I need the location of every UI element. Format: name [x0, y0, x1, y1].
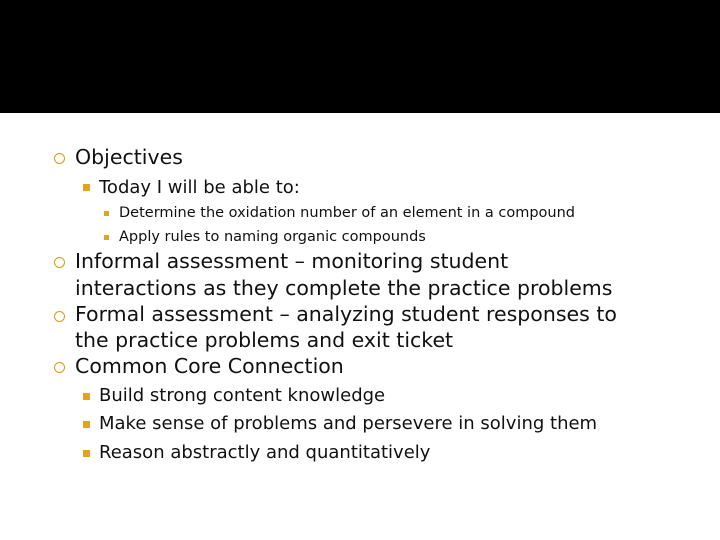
bullet-informal-line2: interactions as they complete the practice problems	[75, 276, 613, 300]
square-bullet-icon	[83, 393, 90, 400]
small-square-bullet-icon	[104, 211, 109, 216]
bullet-common-core: Common Core Connection	[75, 354, 344, 378]
square-bullet-icon	[83, 450, 90, 457]
bullet-make-sense: Make sense of problems and persevere in solving them	[99, 413, 598, 434]
bullet-today: Today I will be able to:	[99, 177, 300, 198]
bullet-build: Build strong content knowledge	[99, 385, 386, 406]
bullet-informal-line1: Informal assessment – monitoring student	[75, 249, 509, 273]
bullet-formal-line2: the practice problems and exit ticket	[75, 328, 454, 352]
square-bullet-icon	[83, 184, 90, 191]
ring-bullet-icon	[54, 153, 65, 164]
ring-bullet-icon	[54, 362, 65, 373]
bullet-objectives: Objectives	[75, 145, 183, 169]
bullet-apply: Apply rules to naming organic compounds	[119, 229, 426, 245]
ring-bullet-icon	[54, 257, 65, 268]
bullet-reason: Reason abstractly and quantitatively	[99, 442, 431, 463]
bullet-formal-line1: Formal assessment – analyzing student responses to	[75, 302, 617, 326]
small-square-bullet-icon	[104, 235, 109, 240]
ring-bullet-icon	[54, 311, 65, 322]
square-bullet-icon	[83, 421, 90, 428]
bullet-determine: Determine the oxidation number of an element in a compound	[119, 205, 576, 221]
